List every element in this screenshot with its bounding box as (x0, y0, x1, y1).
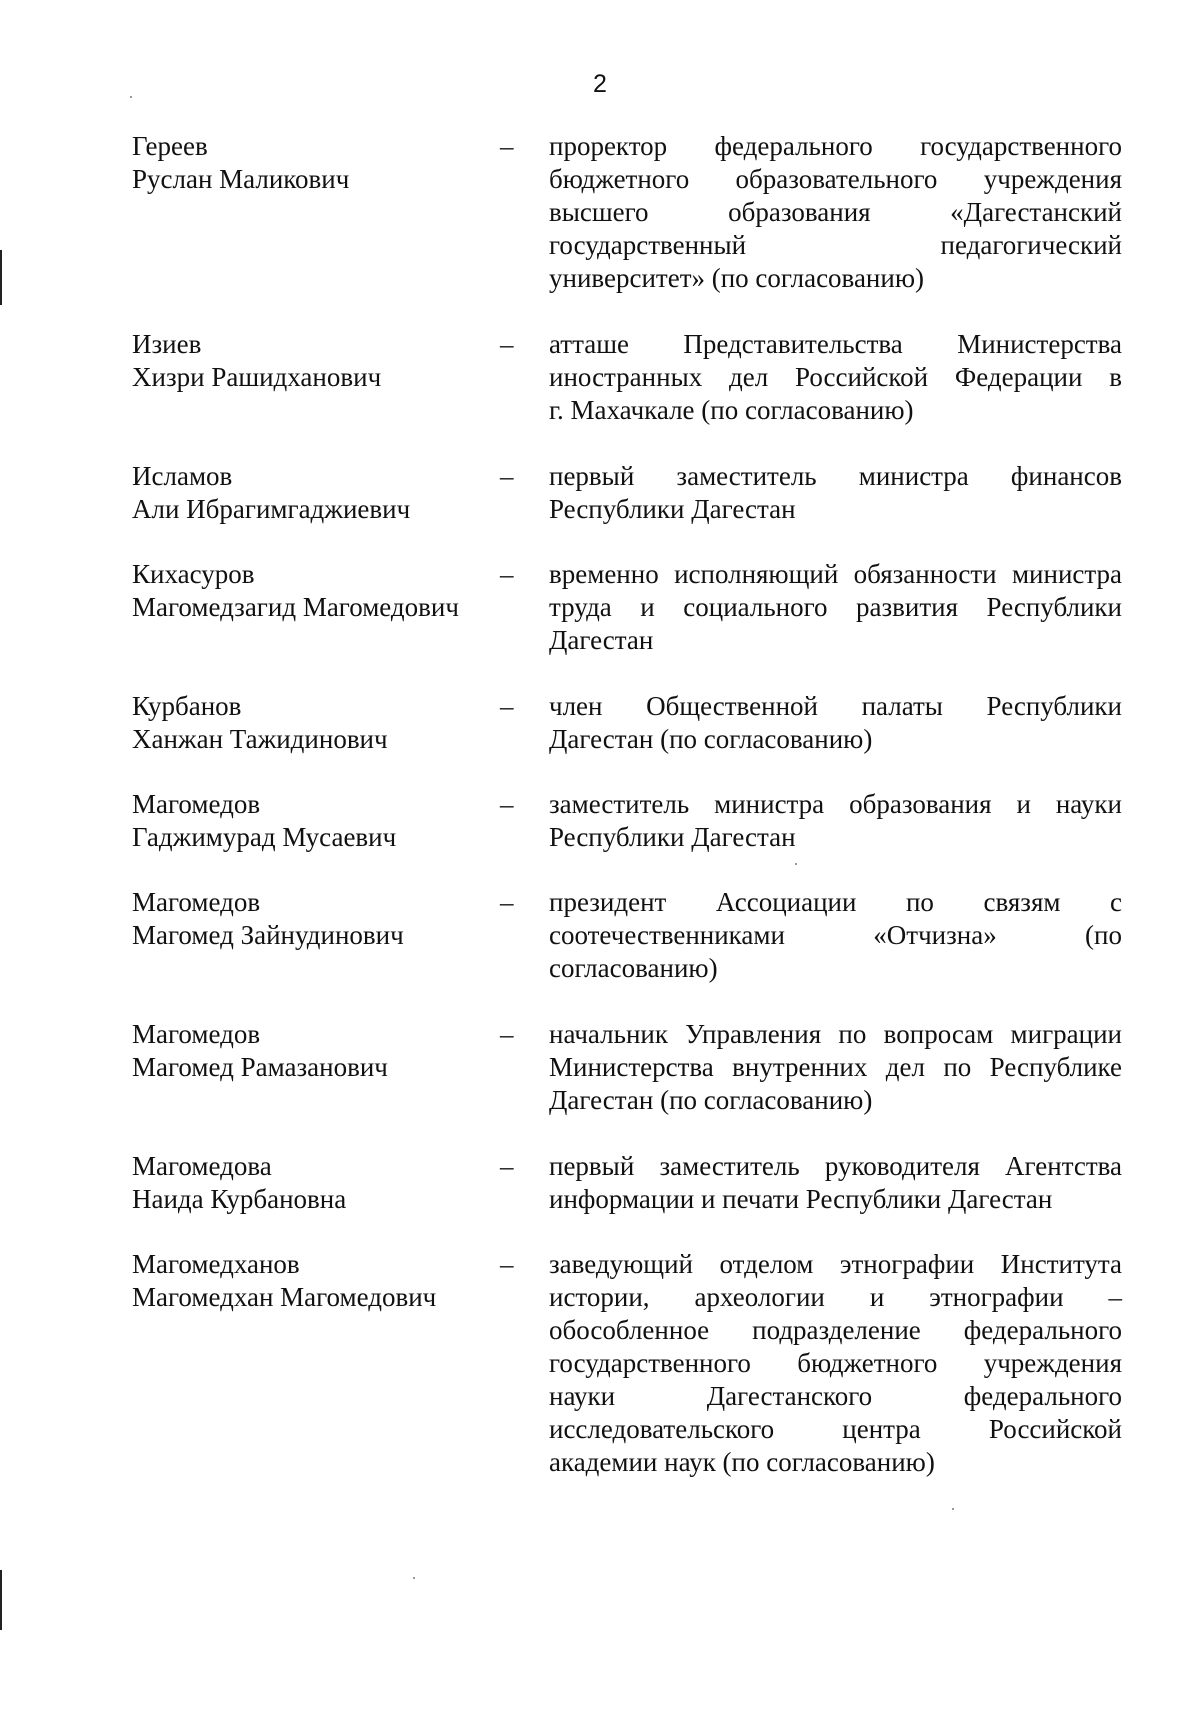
member-given-names: Магомедзагид Магомедович (132, 592, 459, 622)
member-surname: Магомедова (132, 1151, 272, 1181)
member-position (549, 130, 1122, 295)
member-given-names: Наида Курбановна (132, 1184, 347, 1214)
member-position (549, 1248, 1122, 1479)
position-line: г. Махачкале (по согласованию) (549, 395, 914, 425)
member-given-names: Али Ибрагимгаджиевич (132, 494, 411, 524)
position-line: обособленное подразделение федерального (549, 1315, 1122, 1345)
page-number: 2 (593, 70, 607, 98)
entry-dash: – (500, 887, 514, 917)
member-position (549, 328, 1122, 427)
member-position (549, 788, 1122, 854)
member-name (132, 558, 492, 624)
member-given-names: Магомедхан Магомедович (132, 1282, 437, 1312)
member-name (132, 788, 492, 854)
member-name (132, 328, 492, 394)
position-line: проректор федерального государственного (549, 131, 1122, 161)
member-surname: Магомедов (132, 1019, 261, 1049)
member-name (132, 1248, 492, 1314)
member-given-names: Магомед Зайнудинович (132, 920, 404, 950)
entry-dash: – (500, 789, 514, 819)
member-given-names: Хизри Рашидханович (132, 362, 382, 392)
position-line: заместитель министра образования и науки (549, 789, 1122, 819)
position-line: первый заместитель руководителя Агентства (549, 1151, 1122, 1181)
scan-edge-mark (0, 250, 2, 305)
scan-speck (130, 96, 132, 98)
position-line: Дагестан (по согласованию) (549, 1085, 873, 1115)
position-line: иностранных дел Российской Федерации в (549, 362, 1122, 392)
position-line: начальник Управления по вопросам миграции (549, 1019, 1122, 1049)
member-position (549, 558, 1122, 657)
position-line: науки Дагестанского федерального (549, 1381, 1122, 1411)
position-line: Дагестан (549, 625, 654, 655)
position-line: университет» (по согласованию) (549, 263, 924, 293)
entry-dash: – (500, 691, 514, 721)
member-name (132, 1150, 492, 1216)
member-given-names: Ханжан Тажидинович (132, 724, 388, 754)
member-name (132, 690, 492, 756)
member-given-names: Руслан Маликович (132, 164, 350, 194)
entry-dash: – (500, 559, 514, 589)
member-position (549, 886, 1122, 985)
entry-dash: – (500, 131, 514, 161)
member-name (132, 130, 492, 196)
position-line: согласованию) (549, 953, 718, 983)
member-name (132, 460, 492, 526)
entry-dash: – (500, 461, 514, 491)
scan-edge-mark (0, 1570, 2, 1630)
position-line: Дагестан (по согласованию) (549, 724, 873, 754)
position-line: бюджетного образовательного учреждения (549, 164, 1122, 194)
position-line: Республики Дагестан (549, 822, 796, 852)
position-line: истории, археологии и этнографии – (549, 1282, 1122, 1312)
member-surname: Магомедов (132, 887, 261, 917)
member-surname: Кихасуров (132, 559, 255, 589)
member-surname: Исламов (132, 461, 233, 491)
position-line: труда и социального развития Республики (549, 592, 1122, 622)
position-line: Республики Дагестан (549, 494, 796, 524)
position-line: высшего образования «Дагестанский (549, 197, 1122, 227)
position-line: атташе Представительства Министерства (549, 329, 1122, 359)
member-position (549, 1150, 1122, 1216)
member-given-names: Гаджимурад Мусаевич (132, 822, 397, 852)
position-line: член Общественной палаты Республики (549, 691, 1122, 721)
position-line: временно исполняющий обязанности министра (549, 559, 1122, 589)
position-line: информации и печати Республики Дагестан (549, 1184, 1053, 1214)
position-line: государственный педагогический (549, 230, 1122, 260)
member-surname: Магомедханов (132, 1249, 300, 1279)
position-line: Министерства внутренних дел по Республике (549, 1052, 1122, 1082)
position-line: первый заместитель министра финансов (549, 461, 1122, 491)
scan-speck (952, 1508, 954, 1510)
position-line: заведующий отделом этнографии Института (549, 1249, 1122, 1279)
entry-dash: – (500, 1019, 514, 1049)
member-surname: Магомедов (132, 789, 261, 819)
scan-speck (413, 1577, 415, 1579)
scan-speck (795, 863, 797, 865)
member-position (549, 1018, 1122, 1117)
member-surname: Курбанов (132, 691, 242, 721)
entry-dash: – (500, 1151, 514, 1181)
position-line: соотечественниками «Отчизна» (по (549, 920, 1122, 950)
position-line: государственного бюджетного учреждения (549, 1348, 1122, 1378)
entry-dash: – (500, 329, 514, 359)
position-line: академии наук (по согласованию) (549, 1447, 935, 1477)
member-position (549, 460, 1122, 526)
member-name (132, 886, 492, 952)
member-given-names: Магомед Рамазанович (132, 1052, 388, 1082)
member-position (549, 690, 1122, 756)
entry-dash: – (500, 1249, 514, 1279)
position-line: исследовательского центра Российской (549, 1414, 1122, 1444)
position-line: президент Ассоциации по связям с (549, 887, 1122, 917)
member-surname: Изиев (132, 329, 202, 359)
member-name (132, 1018, 492, 1084)
member-surname: Гереев (132, 131, 208, 161)
